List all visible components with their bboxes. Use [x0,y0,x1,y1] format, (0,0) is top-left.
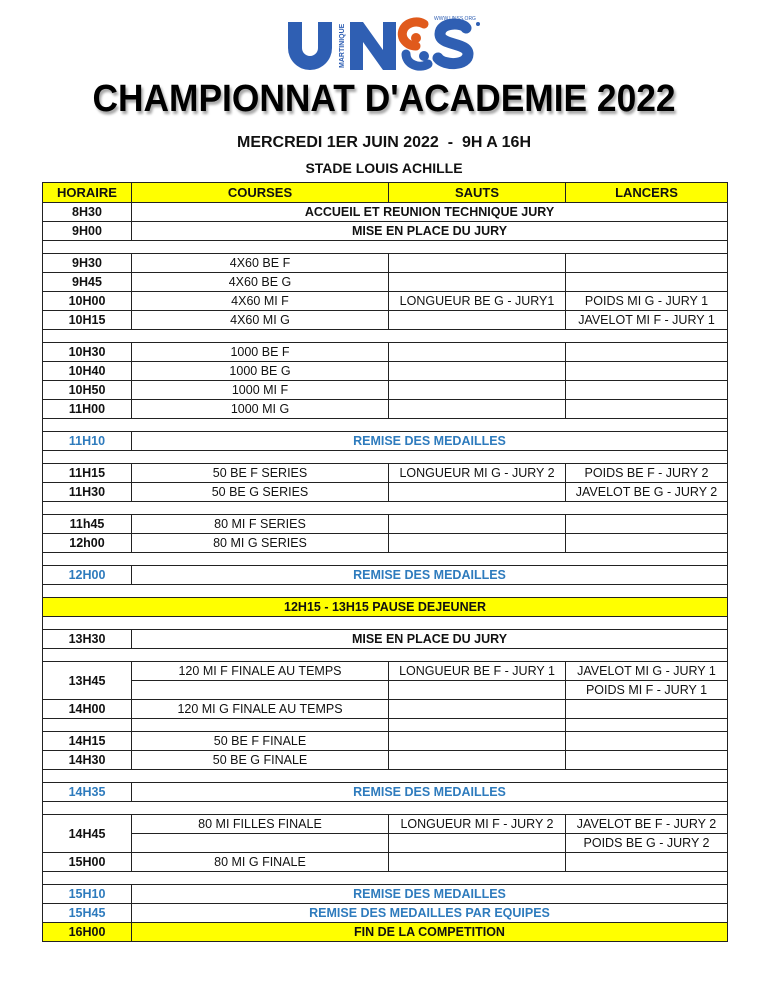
time-cell: 11h45 [43,515,132,534]
sauts-cell [389,381,566,400]
time-cell: 10H50 [43,381,132,400]
lancers-cell [566,853,728,872]
time-cell: 10H40 [43,362,132,381]
lancers-cell [566,273,728,292]
lancers-cell [566,700,728,719]
medal-ceremony-row [43,783,728,802]
time-cell: 15H45 [43,904,132,923]
courses-cell: 80 MI FILLES FINALE [132,815,389,834]
time-cell: 15H00 [43,853,132,872]
lunch-break-cell: 12H15 - 13H15 PAUSE DEJEUNER [43,598,728,617]
table-row [43,483,728,502]
sauts-cell: LONGUEUR MI F - JURY 2 [389,815,566,834]
spacer-row [43,770,728,783]
courses-cell: 80 MI F SERIES [132,515,389,534]
schedule-table [42,182,728,942]
time-cell: 11H30 [43,483,132,502]
column-header-lancers: LANCERS [566,183,728,203]
spacer-cell [43,617,728,630]
spacer-row [43,502,728,515]
lancers-cell: JAVELOT BE F - JURY 2 [566,815,728,834]
table-row [43,681,728,700]
table-row [43,815,728,834]
sauts-cell [389,700,566,719]
table-row [43,222,728,241]
table-row [43,311,728,330]
courses-cell: 1000 MI F [132,381,389,400]
spacer-row [43,419,728,432]
lancers-cell [566,381,728,400]
lunch-break-row [43,598,728,617]
sauts-cell [389,853,566,872]
spacer-row [43,451,728,464]
courses-cell: 4X60 BE G [132,273,389,292]
sauts-cell [389,751,566,770]
lancers-cell: POIDS BE F - JURY 2 [566,464,728,483]
lancers-cell [566,400,728,419]
table-row [43,630,728,649]
spacer-row [43,241,728,254]
end-of-competition-row [43,923,728,942]
time-cell: 11H10 [43,432,132,451]
time-cell: 11H00 [43,400,132,419]
time-cell: 12h00 [43,534,132,553]
spacer-cell [389,719,566,732]
table-row [43,381,728,400]
sauts-cell [389,834,566,853]
page-title: CHAMPIONNAT D'ACADEMIE 2022 [92,78,676,120]
time-cell: 10H00 [43,292,132,311]
spacer-row [43,585,728,598]
team-medal-ceremony-row [43,904,728,923]
svg-text:MARTINIQUE: MARTINIQUE [339,23,346,68]
lancers-cell: POIDS MI G - JURY 1 [566,292,728,311]
spacer-cell [43,719,132,732]
table-row [43,254,728,273]
sauts-cell: LONGUEUR BE G - JURY1 [389,292,566,311]
sauts-cell [389,681,566,700]
sauts-cell [389,273,566,292]
time-cell: 14H45 [43,815,132,853]
table-row [43,464,728,483]
sauts-cell: LONGUEUR BE F - JURY 1 [389,662,566,681]
spacer-cell [43,330,728,343]
courses-cell: 4X60 MI G [132,311,389,330]
courses-cell: 80 MI G FINALE [132,853,389,872]
table-row [43,273,728,292]
lancers-cell: JAVELOT BE G - JURY 2 [566,483,728,502]
activity-cell: REMISE DES MEDAILLES [132,432,728,451]
table-row [43,662,728,681]
table-row [43,834,728,853]
lancers-cell [566,254,728,273]
table-header-row [43,183,728,203]
event-venue: STADE LOUIS ACHILLE [305,160,463,176]
table-row [43,203,728,222]
time-cell: 10H30 [43,343,132,362]
spacer-row [43,553,728,566]
spacer-cell [43,241,728,254]
activity-cell: REMISE DES MEDAILLES [132,566,728,585]
table-row [43,751,728,770]
spacer-row [43,872,728,885]
svg-text:WWW.UNSS.ORG: WWW.UNSS.ORG [434,16,476,22]
column-header-horaire: HORAIRE [43,183,132,203]
spacer-cell [43,502,728,515]
time-cell: 11H15 [43,464,132,483]
unss-logo [284,10,484,76]
courses-cell: 1000 BE G [132,362,389,381]
event-date: MERCREDI 1ER JUIN 2022 - 9H A 16H [236,134,531,151]
lancers-cell: JAVELOT MI F - JURY 1 [566,311,728,330]
spacer-cell [43,802,728,815]
lancers-cell [566,515,728,534]
courses-cell [132,834,389,853]
table-row [43,362,728,381]
time-cell: 14H00 [43,700,132,719]
spacer-cell [43,419,728,432]
table-row [43,292,728,311]
spacer-cell [43,872,728,885]
medal-ceremony-row [43,566,728,585]
activity-cell: REMISE DES MEDAILLES [132,783,728,802]
spacer-row [43,617,728,630]
spacer-cell [43,451,728,464]
activity-cell: FIN DE LA COMPETITION [132,923,728,942]
column-header-courses: COURSES [132,183,389,203]
courses-cell: 80 MI G SERIES [132,534,389,553]
time-cell: 13H30 [43,630,132,649]
spacer-cell [43,553,728,566]
lancers-cell: POIDS BE G - JURY 2 [566,834,728,853]
time-cell: 15H10 [43,885,132,904]
courses-cell: 50 BE G SERIES [132,483,389,502]
time-cell: 9H00 [43,222,132,241]
spacer-row [43,330,728,343]
spacer-cell [43,770,728,783]
spacer-cell [132,719,389,732]
sauts-cell [389,534,566,553]
sauts-cell [389,483,566,502]
table-row [43,534,728,553]
lancers-cell [566,732,728,751]
table-row [43,343,728,362]
sauts-cell [389,362,566,381]
activity-cell: REMISE DES MEDAILLES [132,885,728,904]
spacer-cell [566,719,728,732]
sauts-cell [389,400,566,419]
time-cell: 14H30 [43,751,132,770]
courses-cell [132,681,389,700]
time-cell: 16H00 [43,923,132,942]
lancers-cell [566,343,728,362]
sauts-cell [389,343,566,362]
time-cell: 14H15 [43,732,132,751]
time-cell: 14H35 [43,783,132,802]
activity-cell: MISE EN PLACE DU JURY [132,630,728,649]
spacer-cell [43,649,728,662]
courses-cell: 120 MI G FINALE AU TEMPS [132,700,389,719]
sauts-cell: LONGUEUR MI G - JURY 2 [389,464,566,483]
courses-cell: 4X60 MI F [132,292,389,311]
time-cell: 9H30 [43,254,132,273]
courses-cell: 120 MI F FINALE AU TEMPS [132,662,389,681]
lancers-cell [566,751,728,770]
courses-cell: 50 BE F SERIES [132,464,389,483]
courses-cell: 50 BE F FINALE [132,732,389,751]
table-row [43,515,728,534]
sauts-cell [389,515,566,534]
table-row [43,853,728,872]
column-header-sauts: SAUTS [389,183,566,203]
time-cell: 10H15 [43,311,132,330]
sauts-cell [389,311,566,330]
time-cell: 8H30 [43,203,132,222]
table-row [43,700,728,719]
courses-cell: 50 BE G FINALE [132,751,389,770]
activity-cell: MISE EN PLACE DU JURY [132,222,728,241]
unss-logo-graphic [284,10,484,76]
spacer-row [43,649,728,662]
medal-ceremony-row [43,885,728,904]
lancers-cell: POIDS MI F - JURY 1 [566,681,728,700]
lancers-cell: JAVELOT MI G - JURY 1 [566,662,728,681]
sauts-cell [389,732,566,751]
time-cell: 12H00 [43,566,132,585]
medal-ceremony-row [43,432,728,451]
spacer-row [43,719,728,732]
spacer-cell [43,585,728,598]
sauts-cell [389,254,566,273]
time-cell: 9H45 [43,273,132,292]
spacer-row [43,802,728,815]
activity-cell: REMISE DES MEDAILLES PAR EQUIPES [132,904,728,923]
lancers-cell [566,362,728,381]
lancers-cell [566,534,728,553]
courses-cell: 1000 MI G [132,400,389,419]
time-cell: 13H45 [43,662,132,700]
table-row [43,732,728,751]
activity-cell: ACCUEIL ET REUNION TECHNIQUE JURY [132,203,728,222]
courses-cell: 1000 BE F [132,343,389,362]
table-row [43,400,728,419]
courses-cell: 4X60 BE F [132,254,389,273]
